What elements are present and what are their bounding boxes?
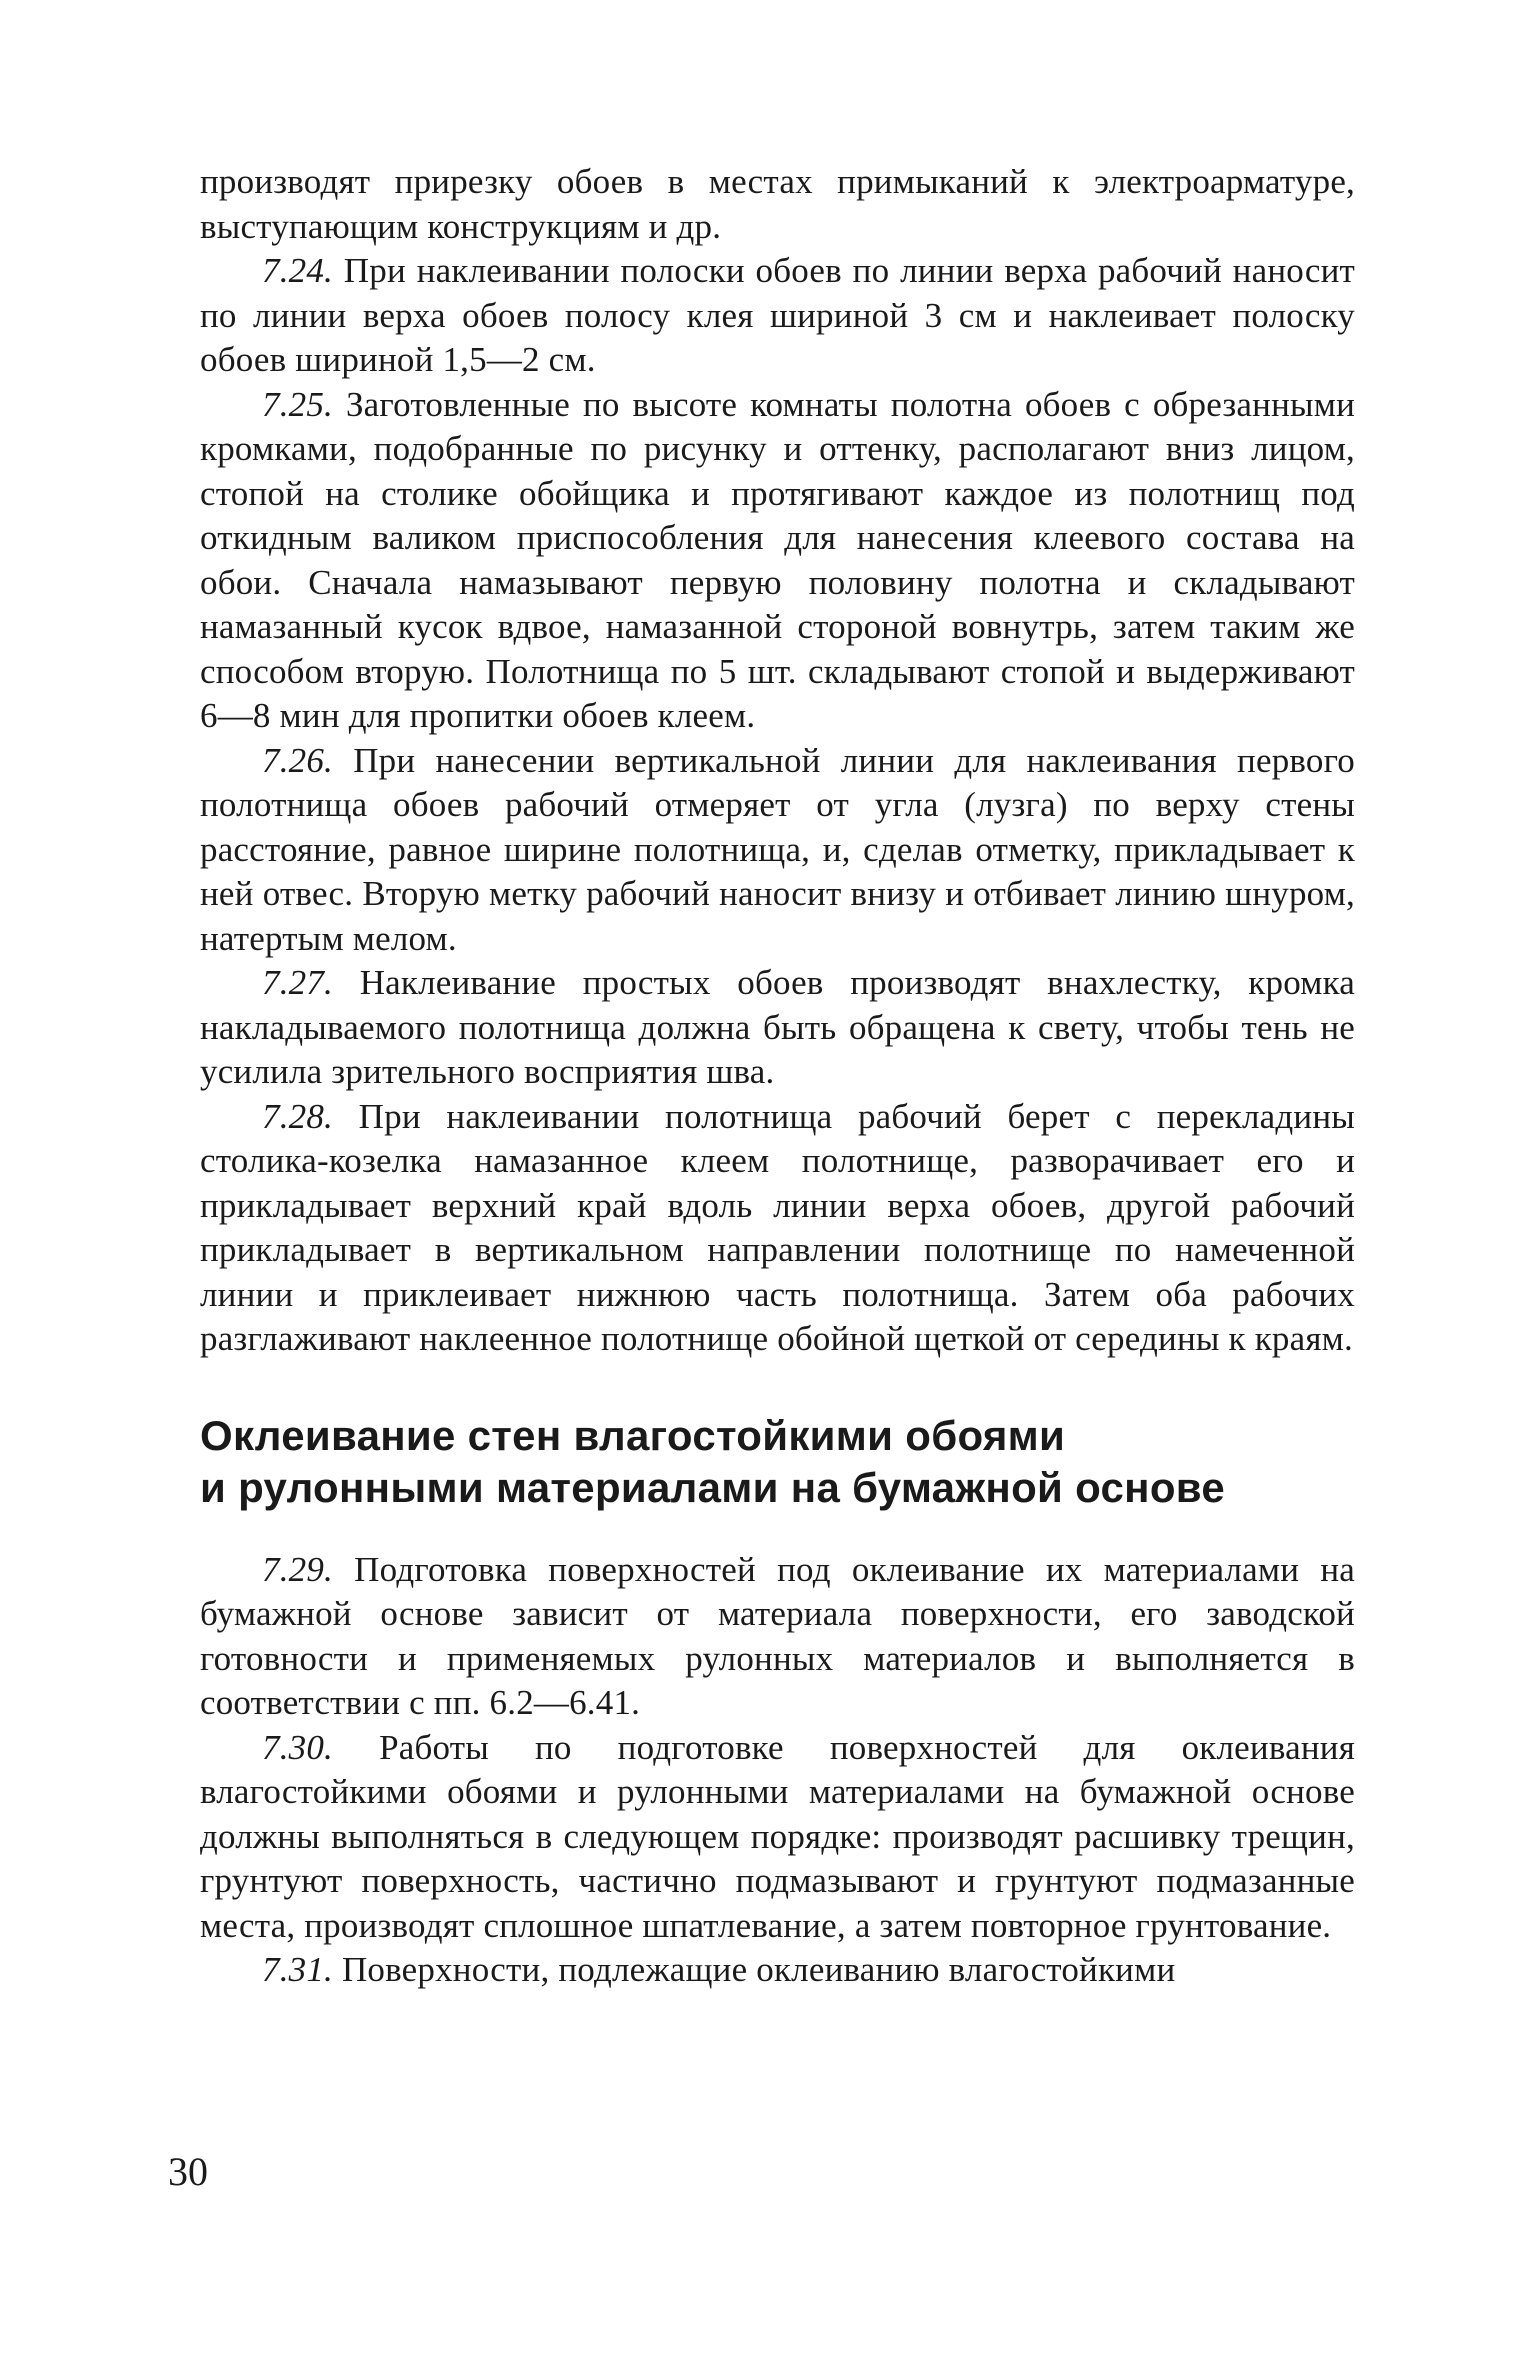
section-heading-line-2: и рулонными материалами на бумажной основе [200, 1463, 1226, 1511]
paragraph-continued [200, 160, 1355, 249]
paragraph-text: производят прирезку обоев в местах примыканий к электроарматуре, выступающим конструкциям и др. [200, 162, 1355, 246]
paragraph-text: Поверхности, подлежащие оклеиванию влагостойкими [341, 1950, 1176, 1989]
section-heading-line-1: Оклеивание стен влагостойкими обоями [200, 1411, 1066, 1459]
paragraph-7-25 [200, 383, 1355, 739]
paragraph-text: Наклеивание простых обоев производят внахлестку, кромка накладываемого полотнища должна быть обращена к свету, чтобы тень не усилила зрительного восприятия шва. [200, 963, 1355, 1091]
paragraph-text: При наклеивании полотнища рабочий берет с перекладины столика-козелка намазанное клеем полотнище, разворачивает его и прикладывает верхний край вдоль линии верха обоев, другой рабочий прикладывает в вертикальном направлении полотнище по намеченной линии и приклеивает нижнюю часть полотнища. Затем оба рабочих разглаживают наклеенное полотнище обойной щеткой от середины к краям. [200, 1096, 1355, 1358]
paragraph-number: 7.27. [262, 963, 333, 1002]
paragraph-7-29 [200, 1548, 1355, 1726]
paragraph-7-31 [200, 1948, 1355, 1993]
paragraph-7-24 [200, 249, 1355, 383]
page-number: 30 [168, 2149, 208, 2194]
paragraph-number: 7.29. [262, 1549, 333, 1589]
paragraph-7-30 [200, 1726, 1355, 1949]
paragraph-number: 7.26. [262, 740, 333, 780]
paragraph-text: Работы по подготовке поверхностей для оклеивания влагостойкими обоями и рулонными материалами на бумажной основе должны выполняться в следующем порядке: производят расшивку трещин, грунтуют поверхность, частично подмазывают и грунтуют подмазанные места, производят сплошное шпатлевание, а затем повторное грунтование. [200, 1727, 1355, 1945]
page-body [200, 160, 1355, 1993]
paragraph-number: 7.28. [262, 1096, 333, 1136]
paragraph-text: Заготовленные по высоте комнаты полотна обоев с обрезанными кромками, подобранные по рисунку и оттенку, располагают вниз лицом, стопой на столике обойщика и протягивают каждое из полотнищ под откидным валиком приспособления для нанесения клеевого состава на обои. Сначала намазывают первую половину полотна и складывают намазанный кусок вдвое, намазанной стороной вовнутрь, затем таким же способом вторую. Полотнища по 5 шт. складывают стопой и выдерживают 6—8 мин для пропитки обоев клеем. [200, 384, 1356, 735]
paragraph-number: 7.30. [262, 1727, 333, 1767]
paragraph-text: При наклеивании полоски обоев по линии верха рабочий наносит по линии верха обоев полосу клея шириной 3 см и наклеивает полоску обоев шириной 1,5—2 см. [200, 251, 1355, 379]
paragraph-7-28 [200, 1095, 1355, 1362]
paragraph-text: При нанесении вертикальной линии для наклеивания первого полотнища обоев рабочий отмеряет от угла (лузга) по верху стены расстояние, равное ширине полотнища, и, сделав отметку, прикладывает к ней отвес. Вторую метку рабочий наносит внизу и отбивает линию шнуром, натертым мелом. [200, 740, 1355, 958]
paragraph-number: 7.25. [262, 384, 333, 424]
paragraph-7-27 [200, 961, 1355, 1095]
paragraph-text: Подготовка поверхностей под оклеивание их материалами на бумажной основе зависит от материала поверхности, его заводской готовности и применяемых рулонных материалов и выполняется в соответствии с пп. 6.2—6.41. [200, 1549, 1355, 1722]
paragraph-number: 7.24. [262, 251, 333, 290]
section-heading [200, 1410, 1355, 1514]
paragraph-number: 7.31. [262, 1950, 333, 1989]
paragraph-7-26 [200, 739, 1355, 962]
